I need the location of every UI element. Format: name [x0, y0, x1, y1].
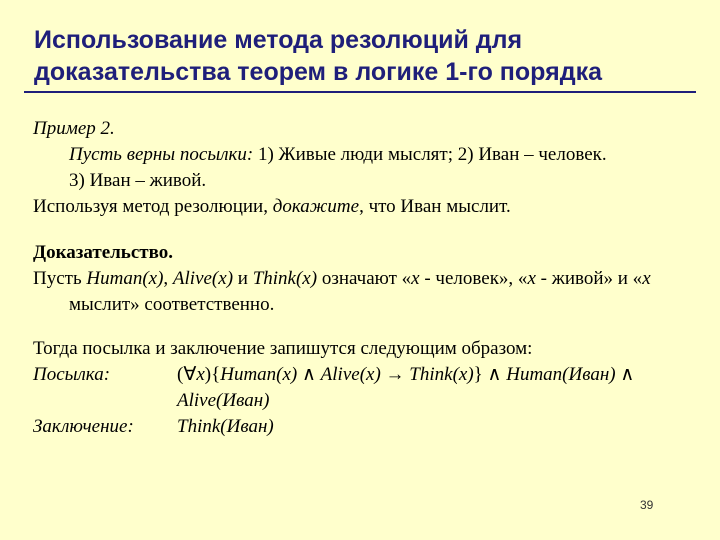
title-divider — [24, 91, 696, 93]
forall-symbol: ∀ — [183, 364, 197, 385]
example-task — [33, 194, 703, 220]
page-number: 39 — [640, 498, 654, 512]
conclusion-label: Заключение: — [33, 416, 134, 437]
proof-heading: Доказательство. — [33, 242, 173, 263]
proof-let: Пусть — [33, 268, 87, 289]
meaning-text-b: - человек», « — [419, 268, 528, 289]
premise-think-x: Think(x) — [409, 364, 474, 385]
and-symbol: ∧ — [482, 364, 507, 385]
predicate-alive: Alive(x) — [172, 268, 234, 289]
premise-list-part-2: 3) Иван – живой. — [69, 170, 207, 191]
then-statement: Тогда посылка и заключение запишутся следующим образом: — [33, 338, 533, 359]
meaning-text-c: - живой» и « — [535, 268, 643, 289]
premise-open-paren: ( — [177, 364, 184, 385]
and-symbol: ∧ — [297, 364, 321, 385]
meaning-text-d: мыслит» соответственно. — [69, 294, 275, 315]
task-text-b: , что Иван мыслит. — [359, 196, 511, 217]
meaning-var-2: x — [527, 268, 536, 289]
example-premises — [33, 142, 703, 168]
premise-brace-close: } — [473, 364, 483, 385]
premise-human-x: Human(x) — [220, 364, 298, 385]
predicate-definitions — [33, 266, 703, 318]
conclusion-formula-row — [33, 414, 703, 440]
premise-list-part-1: 1) Живые люди мыслят; 2) Иван – человек. — [253, 144, 607, 165]
predicate-separator: , — [163, 268, 173, 289]
premise-brace-open: ){ — [204, 364, 221, 385]
predicate-and-word: и — [233, 268, 253, 289]
implies-symbol: → — [380, 364, 410, 385]
example-heading: Пример 2. — [33, 118, 115, 139]
premise-label: Посылка: — [33, 364, 111, 385]
task-verb: докажите — [272, 196, 360, 217]
task-text-a: Используя метод резолюции, — [33, 196, 273, 217]
premise-alive-x: Alive(x) — [320, 364, 381, 385]
slide-title-line-2: доказательства теорем в логике 1-го порядка — [34, 58, 602, 86]
premise-variable: x — [196, 364, 205, 385]
premise-alive-ivan: Alive(Иван) — [177, 390, 270, 411]
premise-intro: Пусть верны посылки: — [69, 144, 254, 165]
meaning-var-1: x — [411, 268, 420, 289]
slide-title-line-1: Использование метода резолюций для — [34, 26, 523, 54]
slide-title — [34, 24, 694, 88]
and-symbol: ∧ — [615, 364, 635, 385]
premise-human-ivan: Human(Иван) — [506, 364, 616, 385]
meaning-text-a: означают « — [317, 268, 412, 289]
predicate-human: Human(x) — [86, 268, 164, 289]
conclusion-formula: Think(Иван) — [177, 416, 274, 437]
predicate-think: Think(x) — [252, 268, 318, 289]
premise-formula — [177, 362, 634, 388]
meaning-var-3: x — [642, 268, 651, 289]
slide-body — [33, 116, 703, 440]
premise-formula-row — [33, 362, 703, 388]
